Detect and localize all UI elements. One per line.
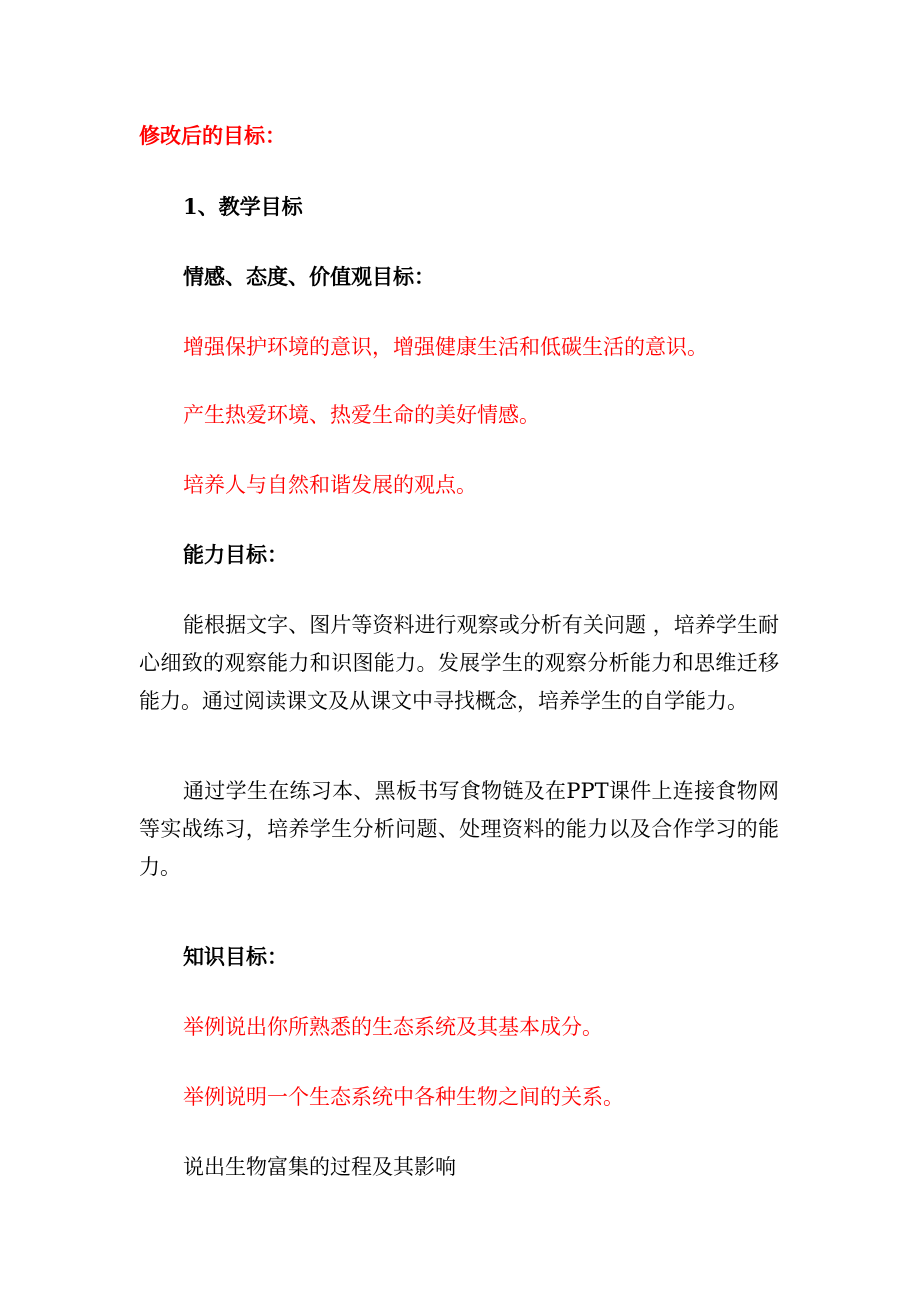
- emotion-heading: 情感、态度、价值观目标：: [183, 264, 435, 289]
- section-heading: 1、教学目标: [183, 194, 303, 219]
- ability-heading: 能力目标：: [183, 542, 288, 567]
- knowledge-item: 举例说明一个生态系统中各种生物之间的关系。: [183, 1085, 624, 1109]
- knowledge-item: 举例说出你所熟悉的生态系统及其基本成分。: [183, 1015, 603, 1039]
- page-title: 修改后的目标：: [139, 123, 286, 148]
- ability-paragraph: 能根据文字、图片等资料进行观察或分析有关问题 ，培养学生耐心细致的观察能力和识图能力。发展学生的观察分析能力和思维迁移能力。通过阅读课文及从课文中寻找概念，培养学生的自学能力。: [139, 613, 779, 713]
- knowledge-item: 说出生物富集的过程及其影响: [183, 1155, 456, 1179]
- emotion-item: 培养人与自然和谐发展的观点。: [183, 473, 477, 497]
- emotion-item: 产生热爱环境、热爱生命的美好情感。: [183, 403, 540, 427]
- knowledge-heading: 知识目标：: [183, 944, 288, 969]
- ability-paragraph: 通过学生在练习本、黑板书写食物链及在PPT课件上连接食物网等实战练习，培养学生分析问题、处理资料的能力以及合作学习的能力。: [139, 779, 779, 879]
- emotion-item: 增强保护环境的意识，增强健康生活和低碳生活的意识。: [183, 335, 708, 359]
